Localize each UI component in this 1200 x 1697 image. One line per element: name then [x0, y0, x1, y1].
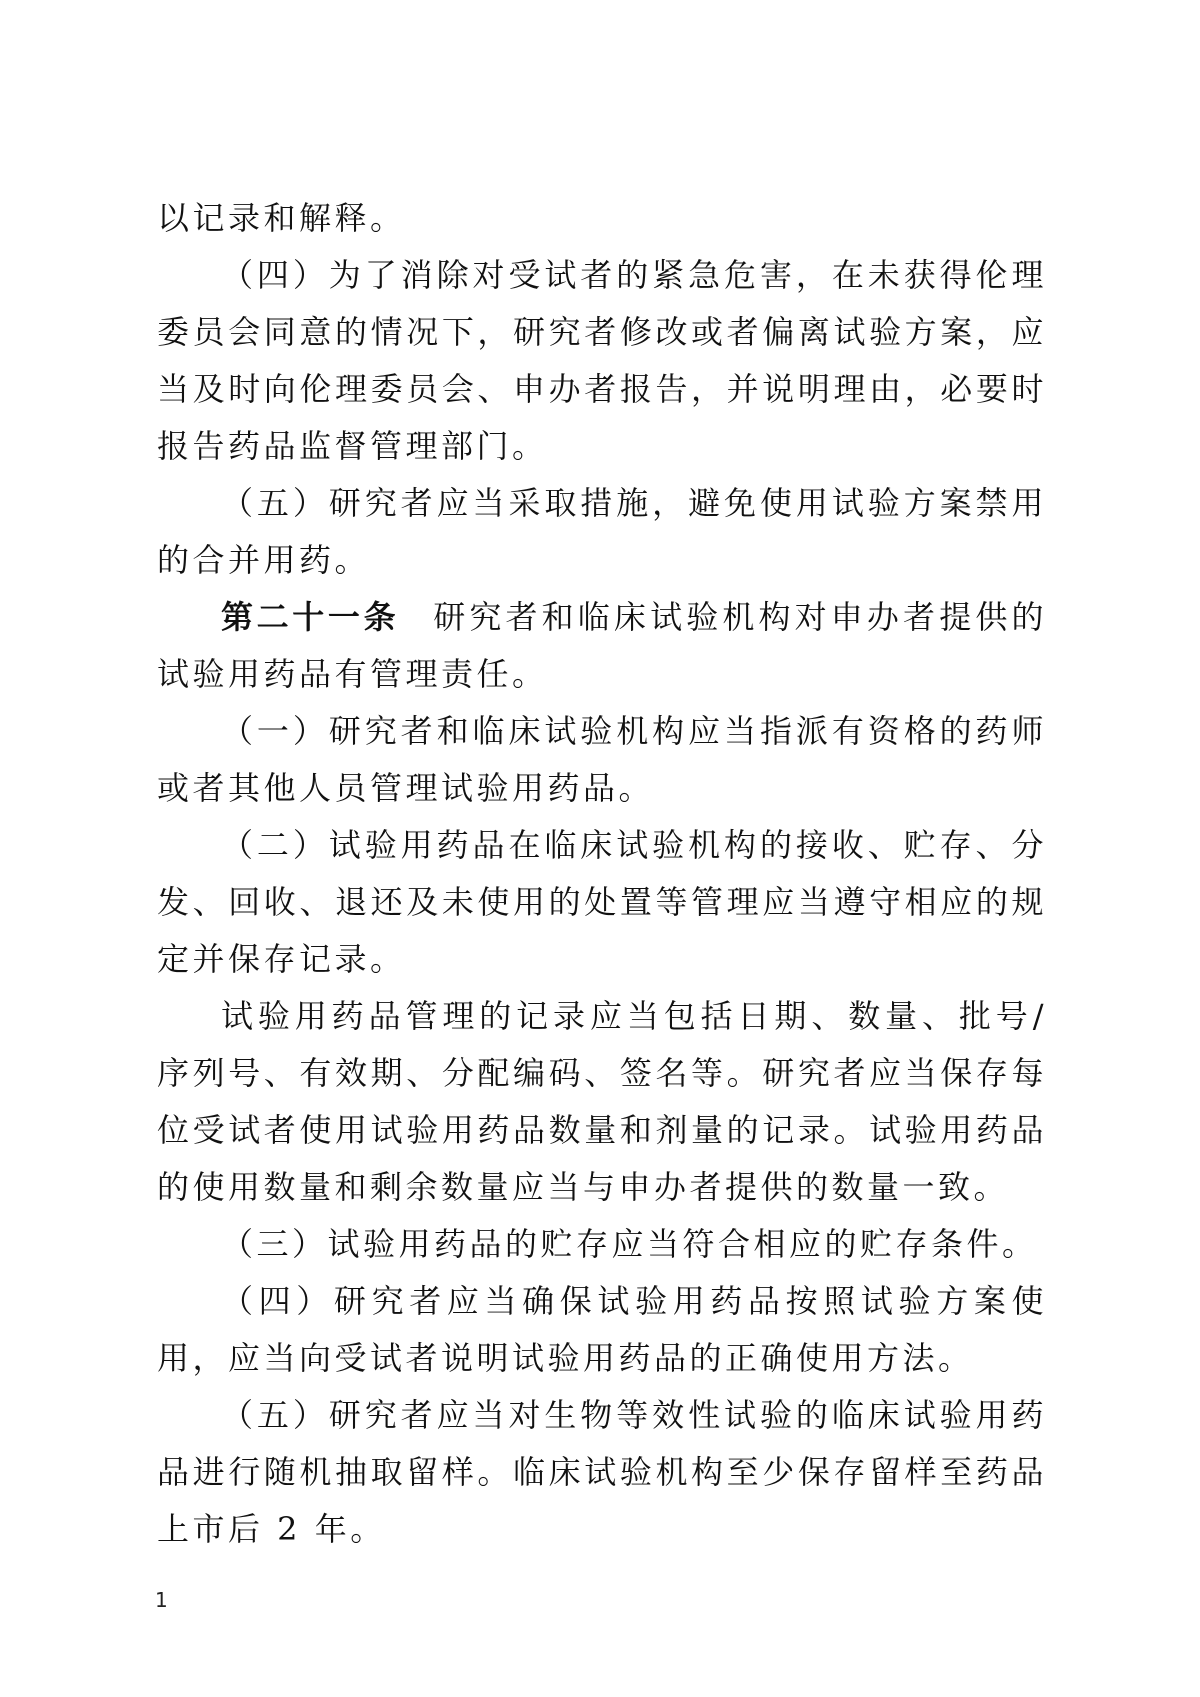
paragraph-item-1-pharmacist: （一）研究者和临床试验机构应当指派有资格的药师或者其他人员管理试验用药品。: [157, 712, 1047, 807]
article-21-text: 研究者和临床试验机构对申办者提供的试验用药品有管理责任。: [157, 598, 1047, 693]
page-footer-mark: 1: [155, 1588, 168, 1612]
article-heading: 第二十一条: [221, 598, 400, 636]
paragraph-article-21: [157, 589, 1047, 703]
paragraph-item-2-handling: （二）试验用药品在临床试验机构的接收、贮存、分发、回收、退还及未使用的处置等管理应当遵守相应的规定并保存记录。: [157, 826, 1047, 978]
paragraph-item-4-emergency: （四）为了消除对受试者的紧急危害，在未获得伦理委员会同意的情况下，研究者修改或者偏离试验方案，应当及时向伦理委员会、申办者报告，并说明理由，必要时报告药品监督管理部门。: [157, 256, 1047, 465]
paragraph-item-5-concomitant-drugs: （五）研究者应当采取措施，避免使用试验方案禁用的合并用药。: [157, 484, 1047, 579]
paragraph-item-5-sampling: （五）研究者应当对生物等效性试验的临床试验用药品进行随机抽取留样。临床试验机构至少保存留样至药品上市后 2 年。: [157, 1396, 1047, 1548]
paragraph-records: 试验用药品管理的记录应当包括日期、数量、批号/序列号、有效期、分配编码、签名等。研究者应当保存每位受试者使用试验用药品数量和剂量的记录。试验用药品的使用数量和剩余数量应当与申办者提供的数量一致。: [157, 997, 1047, 1206]
document-body: [157, 190, 1047, 1558]
paragraph-item-3-storage: （三）试验用药品的贮存应当符合相应的贮存条件。: [221, 1225, 1038, 1263]
paragraph-item-4-usage: （四）研究者应当确保试验用药品按照试验方案使用，应当向受试者说明试验用药品的正确使用方法。: [157, 1282, 1047, 1377]
paragraph-continuation: 以记录和解释。: [157, 199, 406, 237]
